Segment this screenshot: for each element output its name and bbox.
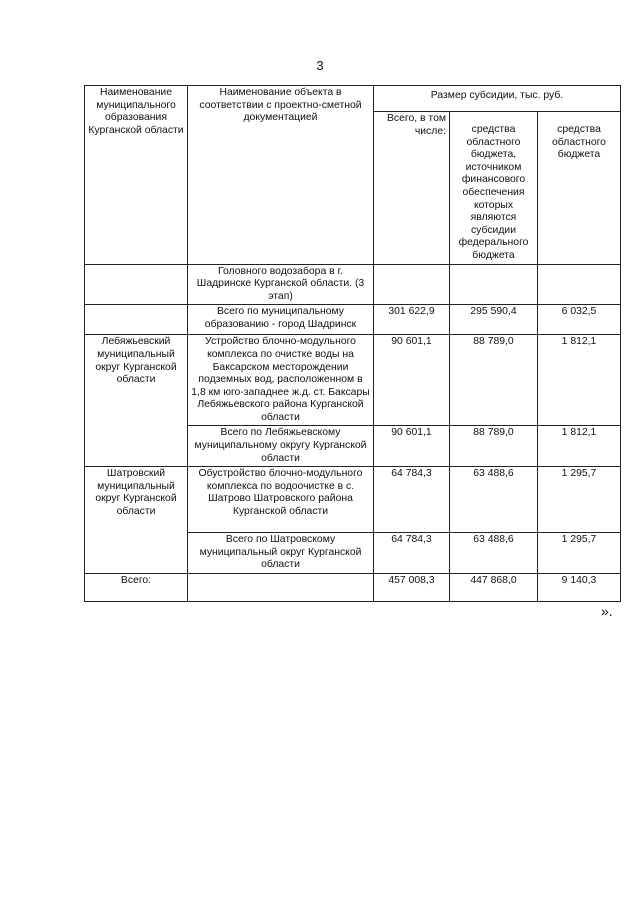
cell-object: Головного водозабора в г. Шадринске Курганской области. (3 этап) — [188, 264, 374, 305]
cell-federal: 447 868,0 — [450, 574, 538, 602]
header-federal-source: средства областного бюджета, источником финансового обеспечения которых являются субсидии федерального бюджета — [450, 112, 538, 265]
cell-object: Всего по Лебяжьевскому муниципальному округу Курганской области — [188, 426, 374, 467]
cell-municipality — [85, 305, 188, 335]
cell-total: 90 601,1 — [374, 335, 450, 426]
cell-municipality — [85, 264, 188, 305]
cell-object: Всего по муниципальному образованию - город Шадринск — [188, 305, 374, 335]
cell-regional: 1 295,7 — [538, 467, 621, 533]
table-total-row — [85, 574, 621, 602]
cell-object: Обустройство блочно-модульного комплекса по водоочистке в с. Шатрово Шатровского района Курганской области — [188, 467, 374, 533]
closing-quote-mark: ». — [601, 603, 613, 619]
cell-municipality: Шатровский муниципальный округ Курганской области — [85, 467, 188, 574]
cell-federal: 88 789,0 — [450, 426, 538, 467]
cell-total: 457 008,3 — [374, 574, 450, 602]
cell-total: 64 784,3 — [374, 533, 450, 574]
table-row — [85, 264, 621, 305]
table-header-row — [85, 86, 621, 112]
cell-object: Устройство блочно-модульного комплекса по очистке воды на Баксарском месторождении подземных вод, расположенном в 1,8 км юго-западнее ж.д. ст. Баксары Лебяжьевского района Курганской области — [188, 335, 374, 426]
cell-federal: 63 488,6 — [450, 533, 538, 574]
cell-federal: 63 488,6 — [450, 467, 538, 533]
subsidy-table — [84, 85, 621, 602]
page-number: 3 — [316, 58, 324, 73]
cell-municipality: Лебяжьевский муниципальный округ Курганской области — [85, 335, 188, 467]
cell-total: 90 601,1 — [374, 426, 450, 467]
cell-federal — [450, 264, 538, 305]
header-municipality: Наименование муниципального образования Курганской области — [85, 86, 188, 265]
cell-object: Всего по Шатровскому муниципальный округ Курганской области — [188, 533, 374, 574]
header-regional: средства областного бюджета — [538, 112, 621, 265]
cell-total: 301 622,9 — [374, 305, 450, 335]
cell-total-label: Всего: — [85, 574, 188, 602]
table-row — [85, 467, 621, 533]
cell-regional: 1 812,1 — [538, 426, 621, 467]
cell-regional: 1 812,1 — [538, 335, 621, 426]
cell-object — [188, 574, 374, 602]
header-total: Всего, в том числе: — [374, 112, 450, 265]
cell-federal: 295 590,4 — [450, 305, 538, 335]
cell-federal: 88 789,0 — [450, 335, 538, 426]
cell-regional: 1 295,7 — [538, 533, 621, 574]
table-row — [85, 335, 621, 426]
header-object: Наименование объекта в соответствии с проектно-сметной документацией — [188, 86, 374, 265]
cell-total: 64 784,3 — [374, 467, 450, 533]
cell-regional — [538, 264, 621, 305]
cell-regional: 6 032,5 — [538, 305, 621, 335]
header-subsidy-size: Размер субсидии, тыс. руб. — [374, 86, 621, 112]
cell-total — [374, 264, 450, 305]
table-row — [85, 305, 621, 335]
cell-regional: 9 140,3 — [538, 574, 621, 602]
